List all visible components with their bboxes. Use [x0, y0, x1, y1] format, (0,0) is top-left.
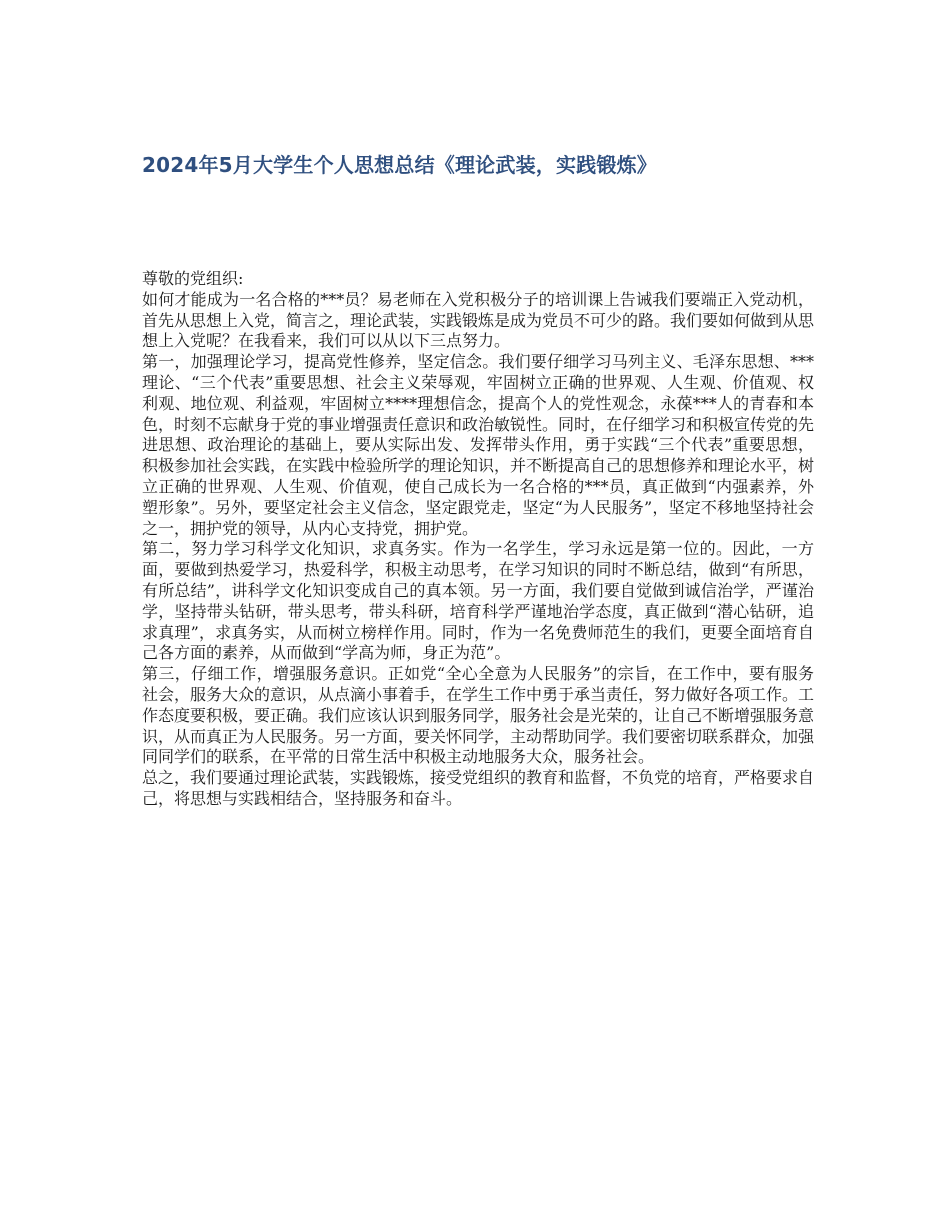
paragraph-conclusion: 总之，我们要通过理论武装，实践锻炼，接受党组织的教育和监督，不负党的培育，严格要求自己，将思想与实践相结合，坚持服务和奋斗。 — [142, 768, 815, 808]
paragraph-intro: 如何才能成为一名合格的***员？易老师在入党积极分子的培训课上告诫我们要端正入党动机，首先从思想上入党，简言之，理论武装，实践锻炼是成为党员不可少的路。我们要如何做到从思想上入党呢？在我看来，我们可以从以下三点努力。 — [142, 289, 815, 351]
paragraph-third-point: 第三，仔细工作，增强服务意识。正如党“全心全意为人民服务”的宗旨，在工作中，要有服务社会，服务大众的意识，从点滴小事着手，在学生工作中勇于承当责任，努力做好各项工作。工作态度要积极，要正确。我们应该认识到服务同学，服务社会是光荣的，让自己不断增强服务意识，从而真正为人民服务。另一方面，要关怀同学，主动帮助同学。我们要密切联系群众，加强同同学们的联系，在平常的日常生活中积极主动地服务大众，服务社会。 — [142, 664, 815, 767]
paragraph-second-point: 第二，努力学习科学文化知识，求真务实。作为一名学生，学习永远是第一位的。因此，一方面，要做到热爱学习，热爱科学，积极主动思考，在学习知识的同时不断总结，做到“有所思，有所总结”，讲科学文化知识变成自己的真本领。另一方面，我们要自觉做到诚信治学，严谨治学，坚持带头钻研，带头思考，带头科研，培育科学严谨地治学态度，真正做到“潜心钻研，追求真理”，求真务实，从而树立榜样作用。同时，作为一名免费师范生的我们，更要全面培育自己各方面的素养，从而做到“学高为师，身正为范”。 — [142, 539, 814, 663]
document-body — [142, 269, 814, 810]
document-title: 2024年5月大学生个人思想总结《理论武装，实践锻炼》 — [142, 153, 657, 177]
salutation: 尊敬的党组织: — [142, 269, 244, 288]
paragraph-first-point: 第一，加强理论学习，提高党性修养，坚定信念。我们要仔细学习马列主义、毛泽东思想、***理论、“三个代表”重要思想、社会主义荣辱观，牢固树立正确的世界观、人生观、价值观、权利观、地位观、利益观，牢固树立****理想信念，提高个人的党性观念，永葆***人的青春和本色，时刻不忘献身于党的事业增强责任意识和政治敏锐性。同时，在仔细学习和积极宣传党的先进思想、政治理论的基础上，要从实际出发、发挥带头作用，勇于实践“三个代表”重要思想，积极参加社会实践，在实践中检验所学的理论知识，并不断提高自己的思想修养和理论水平，树立正确的世界观、人生观、价值观，使自己成长为一名合格的***员，真正做到“内强素养，外塑形象”。另外，要坚定社会主义信念，坚定跟党走，坚定“为人民服务”，坚定不移地坚持社会之一，拥护党的领导，从内心支持党，拥护党。 — [142, 352, 815, 538]
